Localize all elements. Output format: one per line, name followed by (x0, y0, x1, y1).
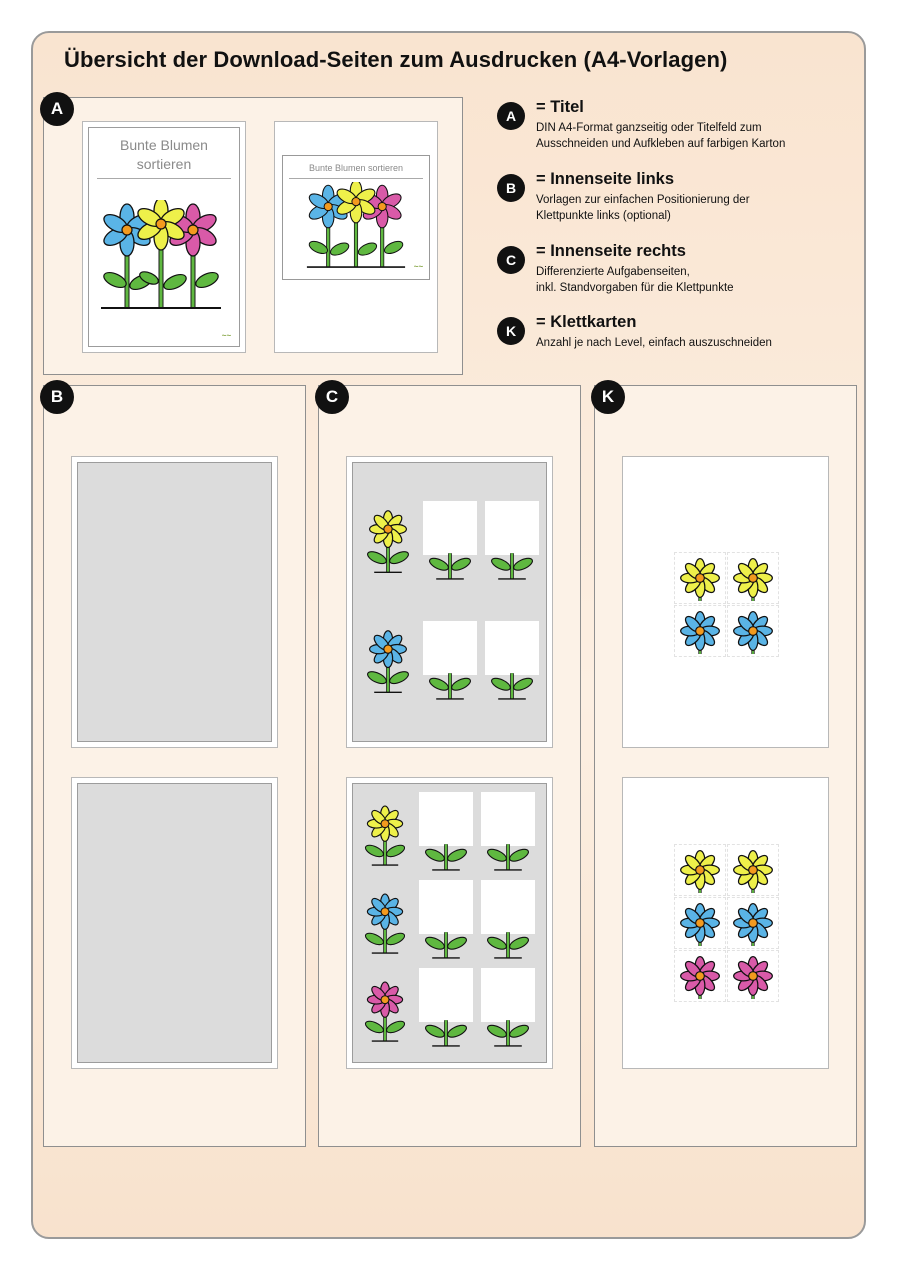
legend-badge-c: C (497, 246, 525, 274)
velcro-card (727, 552, 779, 604)
velcro-card (727, 844, 779, 896)
publisher-logo: ~~ (221, 331, 231, 340)
inner-left-page-1 (71, 456, 278, 748)
cutout-title-divider (289, 178, 423, 179)
page-title: Übersicht der Download-Seiten zum Ausdrucken (A4-Vorlagen) (64, 47, 728, 72)
publisher-logo-small: ~~ (413, 262, 423, 271)
velcro-slot (481, 792, 535, 846)
legend-title-k: = Klettkarten (536, 313, 637, 331)
legend-badge-a: A (497, 102, 525, 130)
badge-c: C (315, 380, 349, 414)
legend-desc-a: DIN A4-Format ganzseitig oder Titelfeld zum Ausschneiden und Aufkleben auf farbigen Karton (536, 122, 786, 150)
velcro-card (727, 950, 779, 1002)
velcro-slot (481, 880, 535, 934)
velcro-slot (423, 501, 477, 555)
velcro-slot (481, 968, 535, 1022)
velcro-card (727, 897, 779, 949)
velcro-slot (419, 880, 473, 934)
velcro-slot (485, 501, 539, 555)
velcro-slot (419, 792, 473, 846)
title-page-cutout (274, 121, 438, 353)
legend-title-c: = Innenseite rechts (536, 242, 686, 260)
title-page-full (82, 121, 246, 353)
velcro-slot (423, 621, 477, 675)
stem-placeholder (423, 932, 469, 965)
task-page-level-2 (346, 777, 553, 1069)
velcro-template-area (77, 462, 272, 742)
velcro-card (674, 844, 726, 896)
legend-badge-k: K (497, 317, 525, 345)
legend-desc-b: Vorlagen zur einfachen Positionierung der Klettpunkte links (optional) (536, 194, 750, 222)
badge-k: K (591, 380, 625, 414)
badge-b: B (40, 380, 74, 414)
cover-title-small: Bunte Blumen sortieren (308, 163, 404, 173)
velcro-template-area (77, 783, 272, 1063)
legend-title-b: = Innenseite links (536, 170, 675, 188)
stem-placeholder (485, 932, 531, 965)
stem-placeholder (423, 844, 469, 877)
flower-model (365, 509, 411, 580)
velcro-card (674, 950, 726, 1002)
flower-model (363, 980, 407, 1049)
legend-badge-b: B (497, 174, 525, 202)
velcro-slot (419, 968, 473, 1022)
legend-desc-k: Anzahl je nach Level, einfach auszuschneiden (536, 337, 772, 349)
flower-model (365, 629, 411, 700)
cover-title-divider (97, 178, 231, 179)
legend-desc-c: Differenzierte Aufgabenseiten, inkl. Standvorgaben für die Klettpunkte (536, 266, 734, 294)
inner-left-page-2 (71, 777, 278, 1069)
velcro-card (674, 897, 726, 949)
stem-placeholder (485, 844, 531, 877)
stem-placeholder (489, 673, 535, 706)
flower-model (363, 804, 407, 873)
legend-title-a: = Titel (536, 98, 584, 116)
stem-placeholder (489, 553, 535, 586)
flower-group-small (301, 182, 411, 272)
stem-placeholder (427, 553, 473, 586)
badge-a: A (40, 92, 74, 126)
flower-model (363, 892, 407, 961)
velcro-card (727, 605, 779, 657)
velcro-card (674, 605, 726, 657)
stem-placeholder (485, 1020, 531, 1053)
velcro-slot (485, 621, 539, 675)
task-page-level-1 (346, 456, 553, 748)
card-sheet-2 (622, 777, 829, 1069)
stem-placeholder (427, 673, 473, 706)
card-sheet-1 (622, 456, 829, 748)
velcro-card (674, 552, 726, 604)
cover-title-large: Bunte Blumen sortieren (120, 137, 208, 172)
stem-placeholder (423, 1020, 469, 1053)
flower-group-large (101, 200, 221, 310)
